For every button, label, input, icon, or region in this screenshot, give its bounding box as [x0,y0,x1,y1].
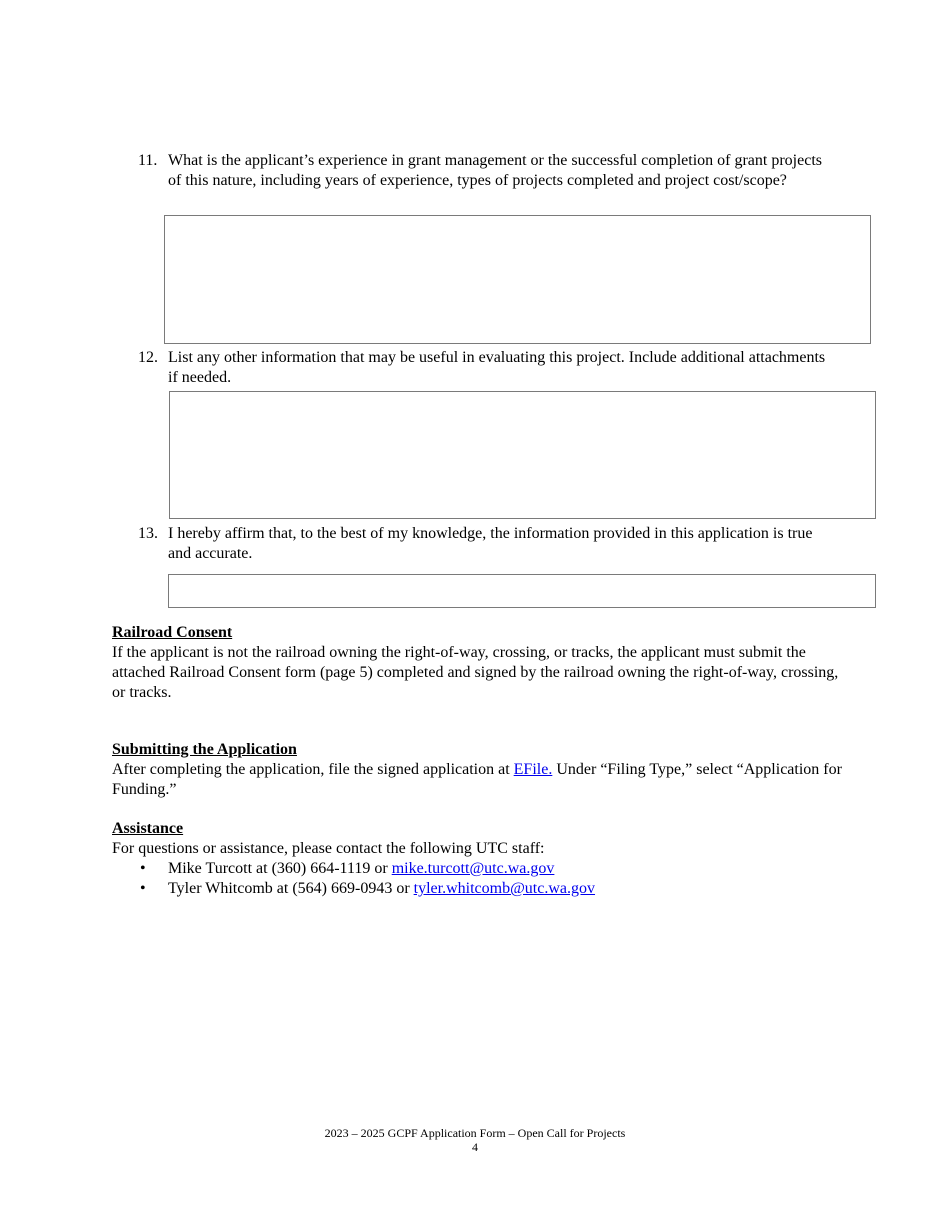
contact-text: Tyler Whitcomb at (564) 669-0943 or [168,880,414,897]
question-number: 12. [138,349,158,366]
submitting-section [112,740,842,800]
list-item [112,879,842,899]
answer-field-12[interactable] [169,391,876,519]
question-text: List any other information that may be useful in evaluating this project. Include additional attachments if needed. [168,349,826,386]
question-text: What is the applicant’s experience in grant management or the successful completion of grant projects of this nature, including years of experience, types of projects completed and project cost/scope? [168,152,822,189]
section-body: For questions or assistance, please contact the following UTC staff: [112,840,545,857]
section-heading: Railroad Consent [112,624,233,641]
affirmation-field-13[interactable] [168,574,876,608]
section-body: If the applicant is not the railroad owning the right-of-way, crossing, or tracks, the applicant must submit the attached Railroad Consent form (page 5) completed and signed by the railroad owning the right-of-way, crossing, or tracks. [112,644,839,701]
footer-title: 2023 – 2025 GCPF Application Form – Open Call for Projects [324,1126,626,1140]
bullet-icon: • [140,880,146,897]
question-12 [138,348,838,388]
email-link[interactable]: tyler.whitcomb@utc.wa.gov [413,880,596,897]
section-heading: Submitting the Application [112,741,297,758]
answer-field-11[interactable] [164,215,871,344]
assistance-section [112,819,842,899]
bullet-icon: • [140,860,146,877]
page-number: 4 [472,1140,478,1154]
contact-text: Mike Turcott at (360) 664-1119 or [168,860,392,877]
email-link[interactable]: mike.turcott@utc.wa.gov [391,860,555,877]
body-text: After completing the application, file the signed application at [112,761,514,778]
efile-link[interactable]: EFile. [513,761,553,778]
section-body [112,760,842,800]
question-13 [138,524,838,564]
question-number: 13. [138,525,158,542]
railroad-consent-section [112,623,842,703]
list-item [112,859,842,879]
page-footer [0,1126,950,1154]
section-heading: Assistance [112,820,184,837]
question-number: 11. [138,152,158,169]
body-text: Under “Filing Type,” select “Application for Funding.” [112,761,842,798]
contact-list [112,859,842,899]
question-11 [138,151,838,191]
question-text: I hereby affirm that, to the best of my knowledge, the information provided in this application is true and accurate. [168,525,813,562]
